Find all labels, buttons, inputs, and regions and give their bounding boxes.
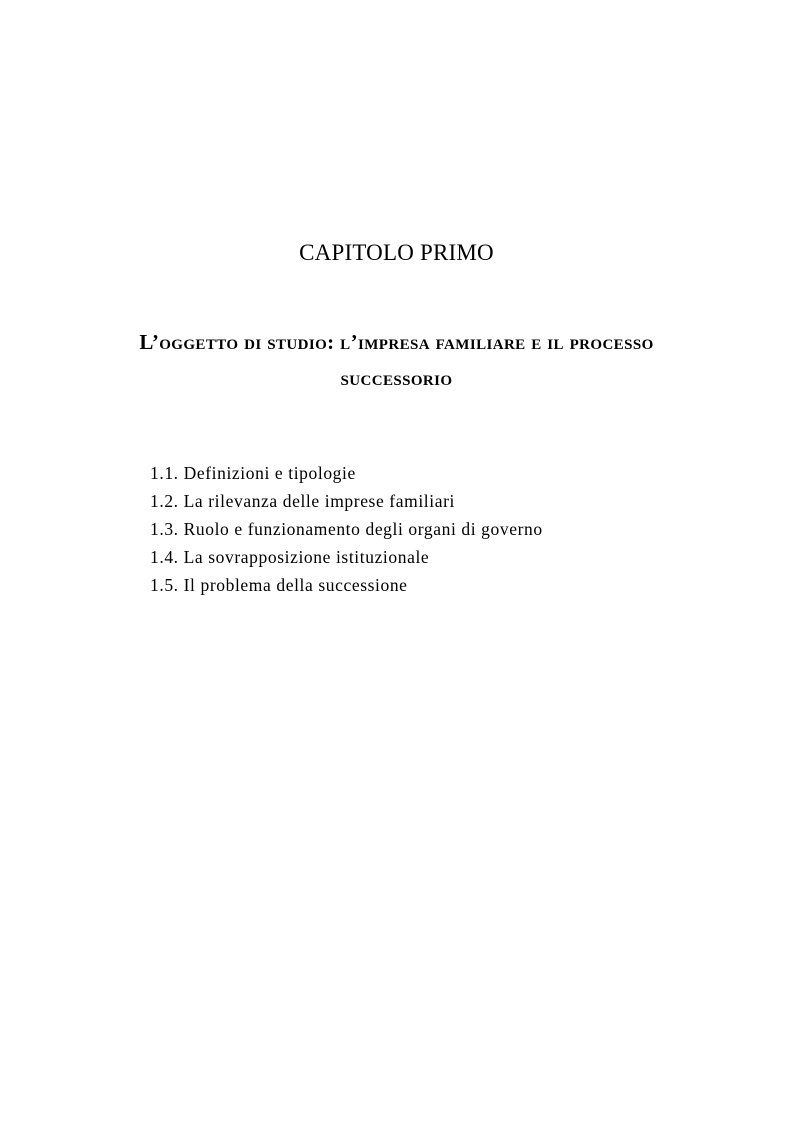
section-item: 1.4. La sovrapposizione istituzionale <box>150 547 430 567</box>
section-item: 1.2. La rilevanza delle imprese familiari <box>150 491 455 511</box>
section-item: 1.5. Il problema della successione <box>150 575 408 595</box>
section-item: 1.3. Ruolo e funzionamento degli organi di governo <box>150 519 543 539</box>
section-list <box>150 459 543 599</box>
section-item: 1.1. Definizioni e tipologie <box>150 463 356 483</box>
chapter-title: L’oggetto di studio: l’impresa familiare e il processo successorio <box>139 330 654 390</box>
chapter-label: CAPITOLO PRIMO <box>299 240 494 265</box>
